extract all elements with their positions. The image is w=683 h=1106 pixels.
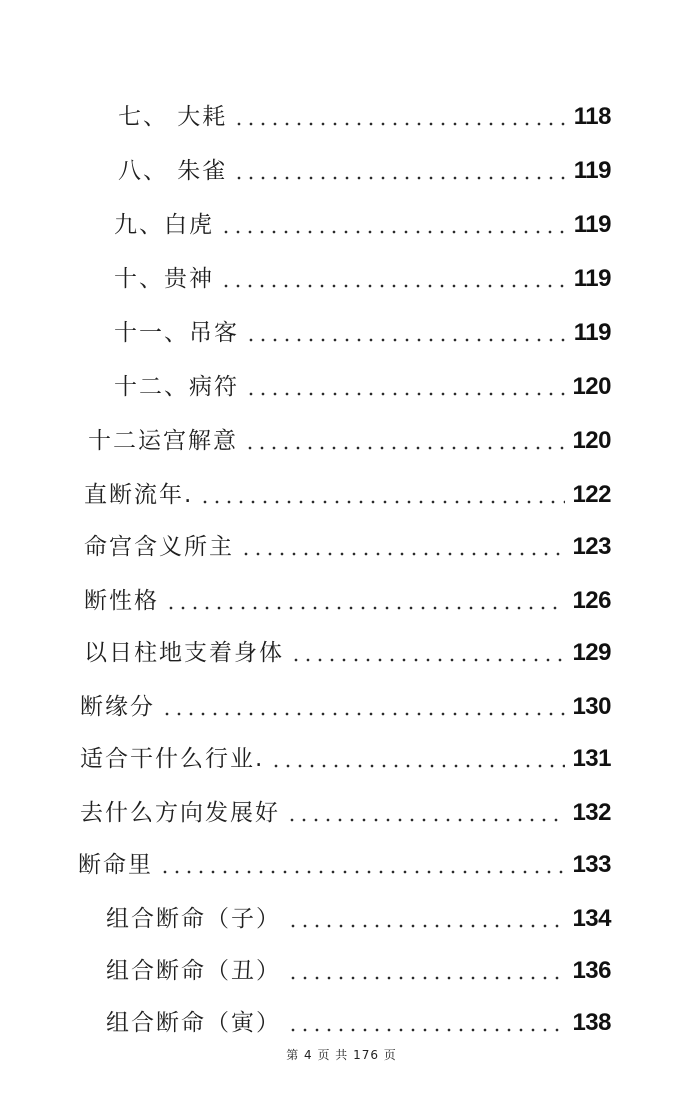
toc-entry-page: 126 — [572, 587, 611, 614]
toc-entry[interactable] — [80, 682, 611, 722]
toc-entry[interactable] — [118, 146, 611, 186]
toc-entry-page: 138 — [572, 1009, 611, 1036]
toc-entry-page: 119 — [573, 157, 611, 184]
toc-leader-dots — [287, 924, 565, 928]
toc-entry-page: 119 — [573, 319, 611, 346]
toc-entry[interactable] — [78, 840, 611, 880]
toc-entry[interactable] — [118, 92, 611, 132]
toc-leader-dots — [220, 230, 565, 234]
toc-leader-dots — [240, 552, 565, 556]
toc-entry[interactable] — [114, 254, 611, 294]
toc-entry[interactable] — [106, 946, 611, 986]
toc-entry[interactable] — [84, 522, 611, 562]
toc-entry[interactable] — [80, 788, 611, 828]
toc-entry-title: 八、 朱雀 — [118, 158, 228, 184]
toc-entry[interactable] — [88, 416, 611, 456]
toc-entry-page: 129 — [572, 639, 611, 666]
toc-leader-dots — [233, 122, 565, 126]
toc-entry[interactable] — [84, 470, 611, 510]
toc-leader-dots — [287, 1028, 565, 1032]
toc-entry-page: 118 — [573, 103, 611, 130]
toc-entry-page: 136 — [572, 957, 611, 984]
toc-entry[interactable] — [84, 576, 611, 616]
toc-entry-page: 133 — [572, 851, 611, 878]
toc-entry-title: 断性格 — [84, 588, 159, 614]
toc-leader-dots — [159, 870, 565, 874]
toc-entry-title: 组合断命（丑） — [106, 958, 281, 984]
toc-entry-page: 122 — [572, 481, 611, 508]
toc-entry-title: 十一、吊客 — [114, 320, 239, 346]
toc-leader-dots — [244, 446, 565, 450]
toc-entry-page: 119 — [573, 211, 611, 238]
toc-entry[interactable] — [114, 362, 611, 402]
toc-entry[interactable] — [114, 200, 611, 240]
toc-entry[interactable] — [84, 628, 611, 668]
page-footer: 第 4 页 共 176 页 — [286, 1048, 397, 1062]
toc-leader-dots — [270, 764, 565, 768]
toc-entry-title: 适合干什么行业. — [80, 746, 265, 772]
toc-leader-dots — [290, 658, 565, 662]
toc-entry-page: 123 — [572, 533, 611, 560]
toc-leader-dots — [245, 392, 565, 396]
toc-entry-title: 九、白虎 — [114, 212, 214, 238]
toc-entry-title: 直断流年. — [84, 482, 194, 508]
toc-entry-page: 120 — [572, 427, 611, 454]
toc-entry[interactable] — [114, 308, 611, 348]
toc-entry-title: 断缘分 — [80, 694, 155, 720]
toc-entry-title: 组合断命（寅） — [106, 1010, 281, 1036]
toc-entry-page: 119 — [573, 265, 611, 292]
toc-entry-title: 命宫含义所主 — [84, 534, 234, 560]
toc-entry-page: 132 — [572, 799, 611, 826]
toc-leader-dots — [233, 176, 565, 180]
toc-leader-dots — [286, 818, 565, 822]
toc-entry-page: 131 — [572, 745, 611, 772]
toc-entry[interactable] — [106, 894, 611, 934]
toc-entry-title: 以日柱地支着身体 — [84, 640, 284, 666]
toc-entry-page: 120 — [572, 373, 611, 400]
toc-leader-dots — [245, 338, 565, 342]
toc-entry-page: 134 — [572, 905, 611, 932]
toc-leader-dots — [220, 284, 565, 288]
toc-entry-title: 去什么方向发展好 — [80, 800, 280, 826]
toc-entry[interactable] — [106, 998, 611, 1038]
toc-leader-dots — [165, 606, 565, 610]
toc-entry[interactable] — [80, 734, 611, 774]
toc-leader-dots — [287, 976, 565, 980]
toc-entry-title: 断命里 — [78, 852, 153, 878]
toc-leader-dots — [161, 712, 565, 716]
toc-entry-title: 七、 大耗 — [118, 104, 228, 130]
toc-entry-title: 十二、病符 — [114, 374, 239, 400]
toc-entry-title: 十、贵神 — [114, 266, 214, 292]
toc-leader-dots — [199, 500, 565, 504]
toc-entry-title: 组合断命（子） — [106, 906, 281, 932]
toc-entry-title: 十二运宫解意 — [88, 428, 238, 454]
toc-entry-page: 130 — [572, 693, 611, 720]
